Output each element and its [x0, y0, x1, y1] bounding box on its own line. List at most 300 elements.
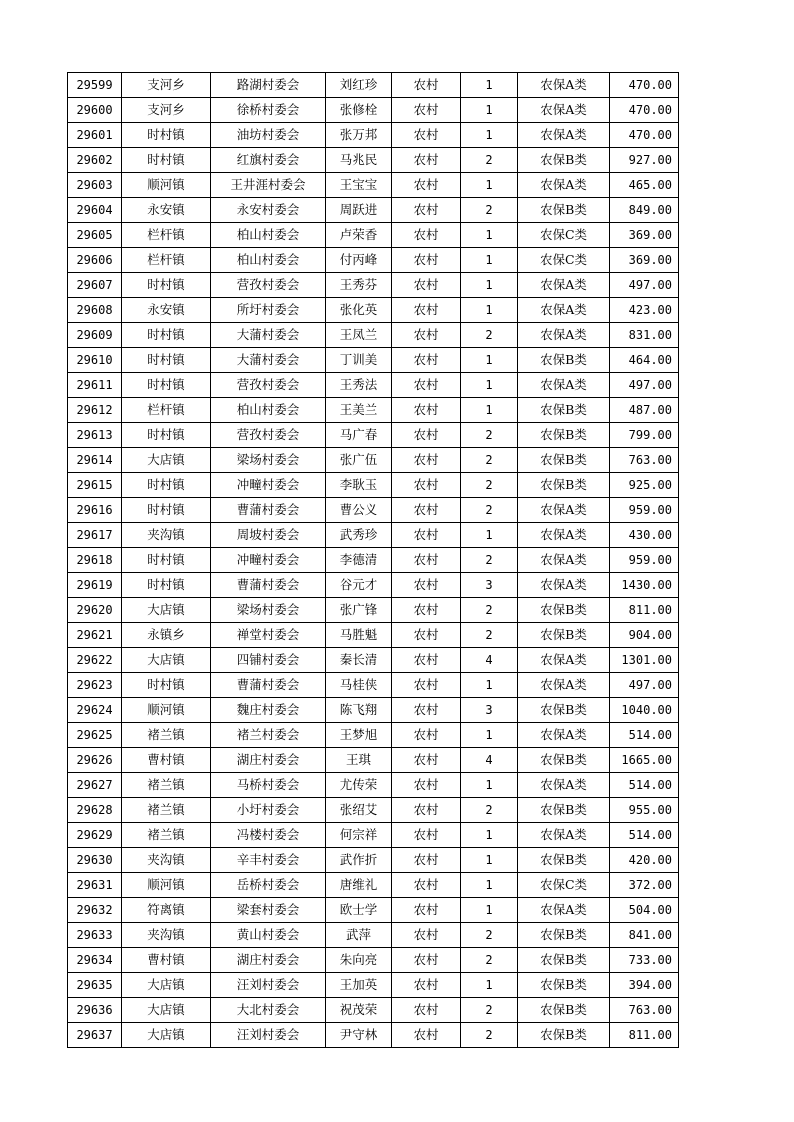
- area-type-cell: 农村: [392, 473, 461, 498]
- insurance-category-cell: 农保A类: [518, 573, 610, 598]
- amount-cell: 470.00: [610, 123, 679, 148]
- person-name-cell: 丁训美: [326, 348, 392, 373]
- person-name-cell: 李德清: [326, 548, 392, 573]
- amount-cell: 763.00: [610, 448, 679, 473]
- table-row: [68, 773, 679, 798]
- household-count-cell: 2: [461, 423, 518, 448]
- person-name-cell: 王宝宝: [326, 173, 392, 198]
- household-count-cell: 1: [461, 373, 518, 398]
- insurance-category-cell: 农保B类: [518, 348, 610, 373]
- amount-cell: 514.00: [610, 823, 679, 848]
- insurance-category-cell: 农保B类: [518, 198, 610, 223]
- table-row: [68, 498, 679, 523]
- area-type-cell: 农村: [392, 948, 461, 973]
- village-committee-cell: 岳桥村委会: [211, 873, 326, 898]
- table-row: [68, 98, 679, 123]
- amount-cell: 420.00: [610, 848, 679, 873]
- village-committee-cell: 梁场村委会: [211, 448, 326, 473]
- serial-number-cell: 29604: [68, 198, 122, 223]
- serial-number-cell: 29624: [68, 698, 122, 723]
- town-cell: 大店镇: [122, 448, 211, 473]
- area-type-cell: 农村: [392, 673, 461, 698]
- person-name-cell: 张广伍: [326, 448, 392, 473]
- amount-cell: 841.00: [610, 923, 679, 948]
- amount-cell: 470.00: [610, 98, 679, 123]
- amount-cell: 925.00: [610, 473, 679, 498]
- town-cell: 大店镇: [122, 1023, 211, 1048]
- amount-cell: 904.00: [610, 623, 679, 648]
- table-row: [68, 398, 679, 423]
- village-committee-cell: 梁场村委会: [211, 598, 326, 623]
- roster-body: [68, 73, 679, 1048]
- village-committee-cell: 营孜村委会: [211, 373, 326, 398]
- household-count-cell: 2: [461, 798, 518, 823]
- household-count-cell: 3: [461, 573, 518, 598]
- table-row: [68, 598, 679, 623]
- table-row: [68, 173, 679, 198]
- town-cell: 夹沟镇: [122, 848, 211, 873]
- person-name-cell: 祝茂荣: [326, 998, 392, 1023]
- person-name-cell: 武作折: [326, 848, 392, 873]
- insurance-category-cell: 农保B类: [518, 423, 610, 448]
- insurance-category-cell: 农保B类: [518, 698, 610, 723]
- serial-number-cell: 29632: [68, 898, 122, 923]
- household-count-cell: 1: [461, 123, 518, 148]
- serial-number-cell: 29625: [68, 723, 122, 748]
- village-committee-cell: 汪刘村委会: [211, 1023, 326, 1048]
- table-row: [68, 973, 679, 998]
- person-name-cell: 秦长清: [326, 648, 392, 673]
- amount-cell: 465.00: [610, 173, 679, 198]
- table-row: [68, 823, 679, 848]
- village-committee-cell: 柏山村委会: [211, 248, 326, 273]
- area-type-cell: 农村: [392, 123, 461, 148]
- area-type-cell: 农村: [392, 998, 461, 1023]
- village-committee-cell: 辛丰村委会: [211, 848, 326, 873]
- insurance-category-cell: 农保B类: [518, 848, 610, 873]
- insurance-category-cell: 农保A类: [518, 73, 610, 98]
- serial-number-cell: 29601: [68, 123, 122, 148]
- person-name-cell: 尹守林: [326, 1023, 392, 1048]
- serial-number-cell: 29617: [68, 523, 122, 548]
- town-cell: 时村镇: [122, 273, 211, 298]
- village-committee-cell: 柏山村委会: [211, 223, 326, 248]
- village-committee-cell: 王井涯村委会: [211, 173, 326, 198]
- serial-number-cell: 29603: [68, 173, 122, 198]
- area-type-cell: 农村: [392, 348, 461, 373]
- household-count-cell: 1: [461, 73, 518, 98]
- amount-cell: 1301.00: [610, 648, 679, 673]
- amount-cell: 497.00: [610, 373, 679, 398]
- amount-cell: 514.00: [610, 723, 679, 748]
- insurance-category-cell: 农保C类: [518, 248, 610, 273]
- person-name-cell: 唐维礼: [326, 873, 392, 898]
- village-committee-cell: 冲疃村委会: [211, 473, 326, 498]
- person-name-cell: 张万邦: [326, 123, 392, 148]
- area-type-cell: 农村: [392, 973, 461, 998]
- area-type-cell: 农村: [392, 298, 461, 323]
- insurance-category-cell: 农保A类: [518, 298, 610, 323]
- insurance-category-cell: 农保A类: [518, 773, 610, 798]
- town-cell: 符离镇: [122, 898, 211, 923]
- household-count-cell: 2: [461, 198, 518, 223]
- village-committee-cell: 湖庄村委会: [211, 948, 326, 973]
- village-committee-cell: 黄山村委会: [211, 923, 326, 948]
- household-count-cell: 2: [461, 498, 518, 523]
- amount-cell: 423.00: [610, 298, 679, 323]
- town-cell: 大店镇: [122, 973, 211, 998]
- serial-number-cell: 29637: [68, 1023, 122, 1048]
- town-cell: 大店镇: [122, 998, 211, 1023]
- serial-number-cell: 29636: [68, 998, 122, 1023]
- person-name-cell: 马胜魁: [326, 623, 392, 648]
- town-cell: 褚兰镇: [122, 798, 211, 823]
- table-row: [68, 723, 679, 748]
- insurance-category-cell: 农保A类: [518, 498, 610, 523]
- town-cell: 大店镇: [122, 598, 211, 623]
- area-type-cell: 农村: [392, 198, 461, 223]
- area-type-cell: 农村: [392, 698, 461, 723]
- table-row: [68, 798, 679, 823]
- village-committee-cell: 大蒲村委会: [211, 323, 326, 348]
- insurance-category-cell: 农保B类: [518, 398, 610, 423]
- table-row: [68, 348, 679, 373]
- table-row: [68, 198, 679, 223]
- area-type-cell: 农村: [392, 98, 461, 123]
- town-cell: 支河乡: [122, 73, 211, 98]
- town-cell: 栏杆镇: [122, 248, 211, 273]
- area-type-cell: 农村: [392, 648, 461, 673]
- person-name-cell: 付丙峰: [326, 248, 392, 273]
- amount-cell: 487.00: [610, 398, 679, 423]
- table-row: [68, 523, 679, 548]
- area-type-cell: 农村: [392, 598, 461, 623]
- village-committee-cell: 湖庄村委会: [211, 748, 326, 773]
- area-type-cell: 农村: [392, 873, 461, 898]
- amount-cell: 369.00: [610, 223, 679, 248]
- table-row: [68, 673, 679, 698]
- amount-cell: 514.00: [610, 773, 679, 798]
- table-row: [68, 948, 679, 973]
- table-row: [68, 623, 679, 648]
- area-type-cell: 农村: [392, 523, 461, 548]
- area-type-cell: 农村: [392, 848, 461, 873]
- table-row: [68, 923, 679, 948]
- area-type-cell: 农村: [392, 823, 461, 848]
- household-count-cell: 2: [461, 448, 518, 473]
- serial-number-cell: 29608: [68, 298, 122, 323]
- village-committee-cell: 曹蒲村委会: [211, 498, 326, 523]
- serial-number-cell: 29612: [68, 398, 122, 423]
- household-count-cell: 1: [461, 848, 518, 873]
- insurance-category-cell: 农保C类: [518, 223, 610, 248]
- town-cell: 褚兰镇: [122, 723, 211, 748]
- insurance-category-cell: 农保B类: [518, 448, 610, 473]
- insurance-category-cell: 农保B类: [518, 998, 610, 1023]
- area-type-cell: 农村: [392, 748, 461, 773]
- serial-number-cell: 29618: [68, 548, 122, 573]
- table-row: [68, 573, 679, 598]
- amount-cell: 831.00: [610, 323, 679, 348]
- town-cell: 永安镇: [122, 198, 211, 223]
- insurance-category-cell: 农保A类: [518, 523, 610, 548]
- household-count-cell: 3: [461, 698, 518, 723]
- village-committee-cell: 徐桥村委会: [211, 98, 326, 123]
- serial-number-cell: 29627: [68, 773, 122, 798]
- household-count-cell: 4: [461, 648, 518, 673]
- serial-number-cell: 29628: [68, 798, 122, 823]
- table-row: [68, 73, 679, 98]
- town-cell: 顺河镇: [122, 873, 211, 898]
- town-cell: 夹沟镇: [122, 923, 211, 948]
- household-count-cell: 2: [461, 548, 518, 573]
- amount-cell: 959.00: [610, 498, 679, 523]
- person-name-cell: 马桂侠: [326, 673, 392, 698]
- person-name-cell: 王美兰: [326, 398, 392, 423]
- town-cell: 褚兰镇: [122, 773, 211, 798]
- person-name-cell: 刘红珍: [326, 73, 392, 98]
- town-cell: 时村镇: [122, 423, 211, 448]
- insurance-category-cell: 农保C类: [518, 873, 610, 898]
- person-name-cell: 卢荣香: [326, 223, 392, 248]
- insurance-category-cell: 农保A类: [518, 548, 610, 573]
- amount-cell: 1430.00: [610, 573, 679, 598]
- table-row: [68, 473, 679, 498]
- insurance-category-cell: 农保A类: [518, 123, 610, 148]
- person-name-cell: 张修栓: [326, 98, 392, 123]
- village-committee-cell: 大北村委会: [211, 998, 326, 1023]
- village-committee-cell: 红旗村委会: [211, 148, 326, 173]
- town-cell: 栏杆镇: [122, 223, 211, 248]
- town-cell: 支河乡: [122, 98, 211, 123]
- person-name-cell: 陈飞翔: [326, 698, 392, 723]
- insurance-category-cell: 农保A类: [518, 98, 610, 123]
- area-type-cell: 农村: [392, 898, 461, 923]
- person-name-cell: 王加英: [326, 973, 392, 998]
- insurance-category-cell: 农保B类: [518, 623, 610, 648]
- serial-number-cell: 29613: [68, 423, 122, 448]
- area-type-cell: 农村: [392, 398, 461, 423]
- village-committee-cell: 曹蒲村委会: [211, 573, 326, 598]
- area-type-cell: 农村: [392, 448, 461, 473]
- village-committee-cell: 四铺村委会: [211, 648, 326, 673]
- serial-number-cell: 29622: [68, 648, 122, 673]
- serial-number-cell: 29631: [68, 873, 122, 898]
- amount-cell: 1040.00: [610, 698, 679, 723]
- insurance-category-cell: 农保B类: [518, 748, 610, 773]
- village-committee-cell: 大蒲村委会: [211, 348, 326, 373]
- household-count-cell: 2: [461, 623, 518, 648]
- household-count-cell: 1: [461, 248, 518, 273]
- village-committee-cell: 褚兰村委会: [211, 723, 326, 748]
- serial-number-cell: 29634: [68, 948, 122, 973]
- town-cell: 永安镇: [122, 298, 211, 323]
- town-cell: 时村镇: [122, 348, 211, 373]
- insurance-category-cell: 农保A类: [518, 373, 610, 398]
- serial-number-cell: 29605: [68, 223, 122, 248]
- person-name-cell: 王凤兰: [326, 323, 392, 348]
- household-count-cell: 1: [461, 98, 518, 123]
- area-type-cell: 农村: [392, 273, 461, 298]
- person-name-cell: 李耿玉: [326, 473, 392, 498]
- table-row: [68, 223, 679, 248]
- serial-number-cell: 29610: [68, 348, 122, 373]
- village-committee-cell: 营孜村委会: [211, 273, 326, 298]
- town-cell: 时村镇: [122, 148, 211, 173]
- area-type-cell: 农村: [392, 173, 461, 198]
- person-name-cell: 何宗祥: [326, 823, 392, 848]
- serial-number-cell: 29621: [68, 623, 122, 648]
- table-row: [68, 273, 679, 298]
- person-name-cell: 王梦旭: [326, 723, 392, 748]
- household-count-cell: 1: [461, 223, 518, 248]
- area-type-cell: 农村: [392, 773, 461, 798]
- person-name-cell: 武秀珍: [326, 523, 392, 548]
- household-count-cell: 1: [461, 823, 518, 848]
- household-count-cell: 1: [461, 673, 518, 698]
- area-type-cell: 农村: [392, 423, 461, 448]
- amount-cell: 955.00: [610, 798, 679, 823]
- town-cell: 时村镇: [122, 548, 211, 573]
- household-count-cell: 1: [461, 273, 518, 298]
- table-row: [68, 998, 679, 1023]
- person-name-cell: 尤传荣: [326, 773, 392, 798]
- household-count-cell: 2: [461, 923, 518, 948]
- insurance-category-cell: 农保B类: [518, 798, 610, 823]
- household-count-cell: 1: [461, 348, 518, 373]
- village-committee-cell: 马桥村委会: [211, 773, 326, 798]
- serial-number-cell: 29607: [68, 273, 122, 298]
- person-name-cell: 马广春: [326, 423, 392, 448]
- village-committee-cell: 周坡村委会: [211, 523, 326, 548]
- amount-cell: 497.00: [610, 673, 679, 698]
- town-cell: 时村镇: [122, 573, 211, 598]
- household-count-cell: 2: [461, 998, 518, 1023]
- amount-cell: 430.00: [610, 523, 679, 548]
- amount-cell: 464.00: [610, 348, 679, 373]
- insurance-category-cell: 农保B类: [518, 923, 610, 948]
- serial-number-cell: 29611: [68, 373, 122, 398]
- area-type-cell: 农村: [392, 498, 461, 523]
- village-committee-cell: 曹蒲村委会: [211, 673, 326, 698]
- village-committee-cell: 小圩村委会: [211, 798, 326, 823]
- area-type-cell: 农村: [392, 1023, 461, 1048]
- area-type-cell: 农村: [392, 73, 461, 98]
- household-count-cell: 2: [461, 598, 518, 623]
- amount-cell: 470.00: [610, 73, 679, 98]
- household-count-cell: 2: [461, 473, 518, 498]
- village-committee-cell: 魏庄村委会: [211, 698, 326, 723]
- person-name-cell: 欧士学: [326, 898, 392, 923]
- insurance-category-cell: 农保A类: [518, 723, 610, 748]
- serial-number-cell: 29626: [68, 748, 122, 773]
- table-row: [68, 448, 679, 473]
- insurance-category-cell: 农保B类: [518, 948, 610, 973]
- amount-cell: 811.00: [610, 1023, 679, 1048]
- serial-number-cell: 29606: [68, 248, 122, 273]
- person-name-cell: 周跃进: [326, 198, 392, 223]
- amount-cell: 799.00: [610, 423, 679, 448]
- household-count-cell: 2: [461, 1023, 518, 1048]
- person-name-cell: 张化英: [326, 298, 392, 323]
- table-row: [68, 748, 679, 773]
- person-name-cell: 谷元才: [326, 573, 392, 598]
- area-type-cell: 农村: [392, 923, 461, 948]
- person-name-cell: 张绍艾: [326, 798, 392, 823]
- person-name-cell: 王秀法: [326, 373, 392, 398]
- serial-number-cell: 29623: [68, 673, 122, 698]
- insurance-category-cell: 农保B类: [518, 1023, 610, 1048]
- town-cell: 顺河镇: [122, 698, 211, 723]
- town-cell: 时村镇: [122, 373, 211, 398]
- person-name-cell: 曹公义: [326, 498, 392, 523]
- area-type-cell: 农村: [392, 223, 461, 248]
- household-count-cell: 1: [461, 173, 518, 198]
- household-count-cell: 1: [461, 773, 518, 798]
- village-committee-cell: 冲疃村委会: [211, 548, 326, 573]
- serial-number-cell: 29619: [68, 573, 122, 598]
- town-cell: 曹村镇: [122, 748, 211, 773]
- town-cell: 大店镇: [122, 648, 211, 673]
- household-count-cell: 1: [461, 523, 518, 548]
- amount-cell: 394.00: [610, 973, 679, 998]
- area-type-cell: 农村: [392, 798, 461, 823]
- amount-cell: 372.00: [610, 873, 679, 898]
- person-name-cell: 武萍: [326, 923, 392, 948]
- town-cell: 时村镇: [122, 498, 211, 523]
- insurance-category-cell: 农保B类: [518, 973, 610, 998]
- insurance-category-cell: 农保A类: [518, 648, 610, 673]
- village-committee-cell: 油坊村委会: [211, 123, 326, 148]
- serial-number-cell: 29600: [68, 98, 122, 123]
- area-type-cell: 农村: [392, 323, 461, 348]
- insurance-category-cell: 农保A类: [518, 898, 610, 923]
- serial-number-cell: 29630: [68, 848, 122, 873]
- serial-number-cell: 29599: [68, 73, 122, 98]
- table-row: [68, 898, 679, 923]
- person-name-cell: 王琪: [326, 748, 392, 773]
- town-cell: 顺河镇: [122, 173, 211, 198]
- town-cell: 时村镇: [122, 473, 211, 498]
- household-count-cell: 2: [461, 323, 518, 348]
- area-type-cell: 农村: [392, 723, 461, 748]
- area-type-cell: 农村: [392, 573, 461, 598]
- village-committee-cell: 汪刘村委会: [211, 973, 326, 998]
- person-name-cell: 王秀芬: [326, 273, 392, 298]
- table-row: [68, 373, 679, 398]
- household-count-cell: 1: [461, 898, 518, 923]
- village-committee-cell: 冯楼村委会: [211, 823, 326, 848]
- town-cell: 时村镇: [122, 323, 211, 348]
- household-count-cell: 1: [461, 398, 518, 423]
- table-row: [68, 698, 679, 723]
- town-cell: 曹村镇: [122, 948, 211, 973]
- table-row: [68, 123, 679, 148]
- insurance-category-cell: 农保B类: [518, 598, 610, 623]
- serial-number-cell: 29629: [68, 823, 122, 848]
- amount-cell: 811.00: [610, 598, 679, 623]
- insurance-category-cell: 农保A类: [518, 273, 610, 298]
- table-row: [68, 423, 679, 448]
- table-row: [68, 148, 679, 173]
- household-count-cell: 1: [461, 973, 518, 998]
- household-count-cell: 2: [461, 148, 518, 173]
- insurance-category-cell: 农保A类: [518, 323, 610, 348]
- serial-number-cell: 29620: [68, 598, 122, 623]
- household-count-cell: 1: [461, 723, 518, 748]
- serial-number-cell: 29635: [68, 973, 122, 998]
- amount-cell: 369.00: [610, 248, 679, 273]
